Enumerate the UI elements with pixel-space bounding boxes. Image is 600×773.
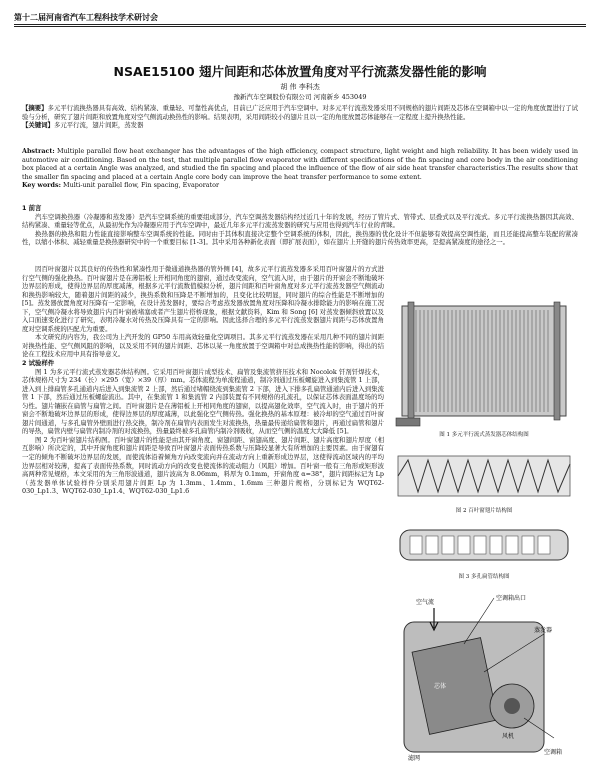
figure-2-caption: 图 2 百叶窗翅片结构图 [455,508,513,514]
section-1-paragraph-3: 因百叶窗翅片以其良好的传热性和紧凑性用于微通道换热器的管外侧 [4]，故多元平行流蒸发器多采用百叶窗翅片的方式进行空气侧的强化换热。百叶窗翅片是在薄铝板上开相同角度的翅窗，通过改变流向，空气流入时，由于翅片的开窗会不断地破坏边界层的形成，使得边界层的厚度减薄，根据多元平行流数值模拟分析，翅片间距和百叶窗角度对多元平行流蒸发器空气侧流动和换热影响较大，随着翅片间距的减少，换热系数和压降是不断增加的，且变化比较明显，同时翅片的综合性能是不断增加的 [5]。蒸发器放置角度对压降有一定影响，在设计蒸发器时，要综合考虑蒸发器放置角度对压降和冷凝水排除能力的影响在施工况下，空气侧冷凝水将导致翅片内百叶窗被堵塞或者产生翅片搭桥现象，根据文献资料，Kim 和 Song [6] 对蒸发器倾斜放置以及入口面速变化进行了研究，表明冷凝水对传热及压降具有一定的影响。因此选择合理的多元平行流蒸发器翅片间距与芯体放置角度对空调系统的匹配尤为重要。 [22,265,384,333]
figure-2 [394,450,574,514]
main-column [22,265,384,496]
section-1-paragraph-1: 汽车空调换热器（冷凝器和蒸发器）是汽车空调系统的重要组成部分，汽车空调蒸发器结构经过近几十年的发展，经历了管片式、管带式、层叠式以及平行流式。多元平行流换热器因其高效、结构紧凑、重量轻等优点，从最初先作为冷凝器应用于汽车空调中，最近几年多元平行流蒸发器的研究与应用也得到汽车行业的青睐。 [22,212,578,230]
figure-4-image [394,588,574,764]
abstract-cn [22,104,578,130]
paper-authors: 胡 伟 李科杰 [280,83,320,91]
figure-3 [394,520,574,580]
keywords-en-text: Multi-unit parallel flow, Fin spacing, Evaporator [63,181,220,190]
figure-1-image [394,300,574,430]
figure-4-label-air: 空气流 [416,599,435,606]
section-intro-fullwidth [22,204,578,247]
section-1-paragraph-4: 本文研究的内容为，我公司为上汽开发的 GP50 车用高效轻量化空调项目。其多元平行流蒸发器在采用几种不同的翅片间距对换热性能、空气侧风阻的影响，以及采用不同的翅片间距、芯体以某一角度放置于空调箱中对总成换热性能的影响，得出的结论在工程技术应用中具有指导意义。 [22,333,384,359]
header-rule-bottom [14,26,586,27]
abstract-cn-label: 【摘要】 [22,104,48,112]
figure-3-caption: 图 3 多孔扁管结构图 [458,574,510,580]
paper-affiliation: 豫新汽车空调股份有限公司 河南新乡 453049 [233,93,367,101]
figure-4-label-motor: 风机 [502,733,515,740]
conference-header: 第十二届河南省汽车工程科技学术研讨会 [14,13,158,22]
figure-4-label-evap: 蒸发器 [534,627,553,634]
keywords-en-label: Key words: [22,181,61,190]
figure-4-label-core: 芯体 [434,683,447,690]
figure-1-caption: 图 1 多元平行流式蒸发器芯体结构图 [439,432,529,438]
abstract-en-text: Multiple parallel flow heat exchanger has the advantages of the high efficiency, compact structure, light weight and high reliability. It has been widely used in automotive air conditioning. Based on the test, that multiple parallel flow evaporator with different specifications of the fin spacing and core body in the air conditioning box placed at a certain Angle was analyzed, and studied the fin spacing and placed the influence of the flow of air side heat transfer characteristics.The results show that the smaller fin spacing and placed at a certain Angle core body can improve the heat transfer performance to some extent. [22,147,578,181]
section-2-paragraph-1: 图 1 为多元平行流式蒸发器芯体结构图。它采用百叶窗翅片成型技术、扁管及集流管挤压技术和 Nocolok 钎剂钎焊技术，芯体规格尺寸为 234（长）×295（宽）×39（厚）mm。芯体流程为单流程通道，制冷剂通过压板螺旋进入到集流管 1 上部，进入到上排扁管多孔通道内后进入到集流管 2 上部，然后通过堵帽绕流到集流管 2 下部，进入下排多孔扁管通道内后进入到集流管 1 下部，然后通过压板螺旋流出。其中，在集流管 1 和集流管 2 内部装置有不同规格的孔流孔，以保证芯体表面温度场的均匀性。翅片镶嵌在扁管与扁管之间。百叶窗翅片是在薄铝板上开相同角度的翅窗，以提高翅化效率，空气流入时，由于翅片的开窗会不断地破坏边界层的形成，使得边界层的厚度减薄，以此强化空气侧传热。强化换热的基本原理：被冷却的空气通过百叶窗翅片间通道，与多孔扁管外壁面进行热交换，制冷剂在扁管内表面发生对流换热，热量最传递给扁管和翅片，再通过扁管和翅片的导热，扁管内壁与扁管内制冷剂的对流换热，热量最终被多孔扁管内制冷剂吸收，从而空气侧的温度大大降低 [5]。 [22,367,384,436]
figure-4-label-inlet: 空调箱出口 [496,595,527,602]
paper-title: NSAE15100 翅片间距和芯体放置角度对平行流蒸发器性能的影响 [113,64,487,79]
keywords-cn-text: 多元平行流，翅片间距，蒸发器 [53,121,144,130]
figure-1 [394,300,574,438]
figure-3-image [394,520,574,572]
figure-4-label-filter: 滤网 [408,755,421,762]
figure-2-image [394,450,574,506]
abstract-en [22,147,578,190]
figure-4-label-box: 空调箱 [544,749,563,756]
keywords-cn-label: 【关键词】 [22,121,54,130]
section-2-paragraph-2: 图 2 为百叶窗翅片结构图。百叶窗翅片的性能是由其开窗角度、窗翅间距、窗翅高度、翅片间距、翅片高度和翅片厚度（相互影响）所决定的，其中开窗角度和翅片间距是导致百叶窗翅片表面传热系数与压降较显著大有所增加的主要因素。由于窗翅有一定的倾角不断破坏边界层的发展，而使流体沿着倾角方向改变流向并在流动方向上重新形成边界层，这使得流动区域内的平均边界层相对较薄，提高了表面传热系数，同时流动方向的改变也使流体的流动阻力（风阻）增加。百叶窗一般有三角形或矩形波高两种常见规格，本文采用的为三角形波通道，翅片波高为 8.06mm，料厚为 0.1mm，开窗角度 α=38°，翅片间距标记为 Lp（蒸发器单体试验样件分别采用翅片间距 Lp 为 1.3mm、1.4mm、1.6mm 三种翅片规格，分别标记为 WQT62-030_Lp1.3、WQT62-030_Lp1.4、WQT62-030_Lp1.6 [22,435,384,496]
abstract-en-label: Abstract: [22,147,55,155]
section-1-paragraph-2: 换热器的换热和阻力性能直接影响整车空调系统的性能。同时由于其体积直接决定整个空调系统的体积，因此，换热器的优化设计不但能够有效提高空调性能，而且还能提高整车装配的紧凑性，以缩小体积、减轻重量是换热器研究中的一个重要目标 [1-3]。其中采用各种新化表面（即扩展表面），如在翅片上开缝的翅片传热效率更高，是提高紧凑度的途径之一。 [22,229,578,247]
figure-4 [394,588,574,764]
abstract-cn-text: 多元平行流换热器具有高效、结构紧凑、重量轻、可靠性高优点，目前已广泛应用于汽车空调中。对多元平行流蒸发器采用不同规格的翅片间距及芯体在空调箱中以一定的角度放置进行了试验与分析，研究了翅片间距和放置角度对空气侧流动换热性的影响。结果表明，采用间距较小的翅片且以一定的角度放置芯体能够在一定程度上提升换热性能。 [22,104,579,121]
section-1-heading: 1 前言 [22,204,42,212]
section-2-heading: 2 试验样件 [22,359,55,368]
header-rule-top [14,24,586,25]
